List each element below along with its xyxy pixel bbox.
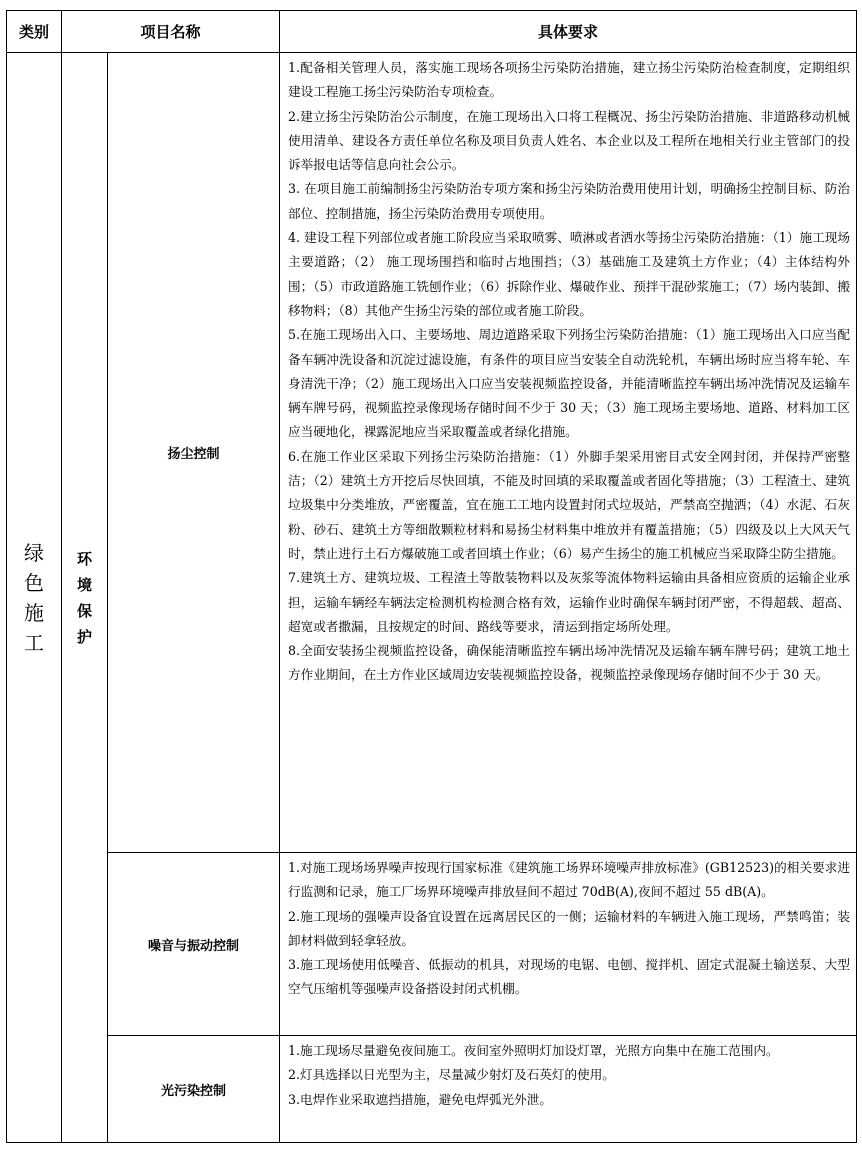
requirement-item: 5.在施工现场出入口、主要场地、周边道路采取下列扬尘污染防治措施：（1）施工现场出入口应当配备车辆冲洗设备和沉淀过滤设施，有条件的项目应当安装全自动洗轮机，车辆出场时应当将车轮、车身清洗干净；（2）施工现场出入口应当安装视频监控设备，并能清晰监控车辆出场冲洗情况及运输车辆车牌号码，视频监控录像现场存储时间不少于 30 天；（3）施工现场主要场地、道路、材料加工区应当硬地化，裸露泥地应当采取覆盖或者绿化措施。: [288, 327, 851, 440]
table-row-dust-control: [7, 53, 857, 853]
table-row-noise-control: [7, 853, 857, 1036]
requirements-dust-control: [280, 53, 857, 853]
header-item-name: 项目名称: [62, 11, 280, 53]
requirements-noise-control: [280, 853, 857, 1036]
requirement-item: 6.在施工作业区采取下列扬尘污染防治措施：（1）外脚手架采用密目式安全网封闭，并保持严密整洁；（2）建筑土方开挖后尽快回填，不能及时回填的采取覆盖或者固化等措施；（3）工程渣土、建筑垃圾集中分类堆放，严密覆盖，宜在施工工地内设置封闭式垃圾站，严禁高空抛洒；（4）水泥、石灰粉、砂石、建筑土方等细散颗粒材料和易扬尘材料集中堆放并有覆盖措施；（5）四级及以上大风天气时，禁止进行土石方爆破施工或者回填土作业；（6）易产生扬尘的施工机械应当采取降尘防尘措施。: [288, 448, 851, 561]
requirement-item: 2.施工现场的强噪声设备宜设置在远离居民区的一侧；运输材料的车辆进入施工现场，严禁鸣笛；装卸材料做到轻拿轻放。: [288, 908, 851, 948]
category-char: 施: [24, 600, 44, 625]
header-row: [7, 11, 857, 53]
header-requirements: 具体要求: [280, 11, 857, 53]
requirement-item: 1.配备相关管理人员，落实施工现场各项扬尘污染防治措施，建立扬尘污染防治检查制度，定期组织建设工程施工扬尘污染防治专项检查。: [288, 60, 851, 100]
header-category: 类别: [7, 11, 62, 53]
item-name-dust-control: 扬尘控制: [108, 53, 280, 853]
table-row-light-control: [7, 1036, 857, 1143]
item-name-noise-control: 噪音与振动控制: [108, 853, 280, 1036]
subcategory-char: 境: [76, 575, 92, 594]
category-cell: [7, 53, 62, 1143]
requirement-item: 3. 在项目施工前编制扬尘污染防治专项方案和扬尘污染防治费用使用计划，明确扬尘控制目标、防治部位、控制措施，扬尘污染防治费用专项使用。: [288, 181, 851, 221]
requirement-item: 3.电焊作业采取遮挡措施，避免电焊弧光外泄。: [288, 1091, 552, 1107]
subcategory-cell: [62, 53, 108, 1143]
category-char: 色: [24, 570, 44, 595]
requirement-item: 2.建立扬尘污染防治公示制度，在施工现场出入口将工程概况、扬尘污染防治措施、非道路移动机械使用清单、建设各方责任单位名称及项目负责人姓名、本企业以及工程所在地相关行业主管部门的投诉举报电话等信息向社会公示。: [288, 108, 851, 173]
requirement-item: 4. 建设工程下列部位或者施工阶段应当采取喷雾、喷淋或者洒水等扬尘污染防治措施：（1）施工现场主要道路；（2） 施工现场围挡和临时占地围挡；（3）基础施工及建筑土方作业；（4）主体结构外围；（5）市政道路施工铣刨作业；（6）拆除作业、爆破作业、预拌干混砂浆施工；（7）场内装卸、搬移物料；（8）其他产生扬尘污染的部位或者施工阶段。: [288, 230, 851, 318]
category-char: 绿: [24, 540, 44, 565]
requirements-light-control: [280, 1036, 857, 1143]
subcategory-char: 环: [76, 549, 92, 568]
subcategory-char: 保: [76, 601, 92, 620]
item-name-light-control: 光污染控制: [108, 1036, 280, 1143]
requirement-item: 1.对施工现场场界噪声按现行国家标准《建筑施工场界环境噪声排放标准》(GB12523)的相关要求进行监测和记录，施工厂场界环境噪声排放昼间不超过 70dB(A),夜间不超过 55 dB(A)。: [288, 860, 851, 900]
green-construction-table: [6, 10, 857, 1143]
requirement-item: 3.施工现场使用低噪音、低振动的机具，对现场的电锯、电刨、搅拌机、固定式混凝土输送泵、大型空气压缩机等强噪声设备搭设封闭式机棚。: [288, 957, 851, 997]
requirement-item: 2.灯具选择以日光型为主，尽量减少射灯及石英灯的使用。: [288, 1067, 615, 1083]
requirement-item: 1.施工现场尽量避免夜间施工。夜间室外照明灯加设灯罩，光照方向集中在施工范围内。: [288, 1043, 779, 1058]
requirement-item: 8.全面安装扬尘视频监控设备，确保能清晰监控车辆出场冲洗情况及运输车辆车牌号码；建筑工地土方作业期间，在土方作业区域周边安装视频监控设备，视频监控录像现场存储时间不少于 30 天。: [288, 643, 851, 683]
subcategory-char: 护: [76, 627, 92, 646]
requirement-item: 7.建筑土方、建筑垃圾、工程渣土等散装物料以及灰浆等流体物料运输由具备相应资质的运输企业承担，运输车辆经车辆法定检测机构检测合格有效，运输作业时确保车辆封闭严密，不得超载、超高、超宽或者撒漏，且按规定的时间、路线等要求，清运到指定场所处理。: [288, 570, 851, 634]
category-char: 工: [24, 630, 44, 655]
